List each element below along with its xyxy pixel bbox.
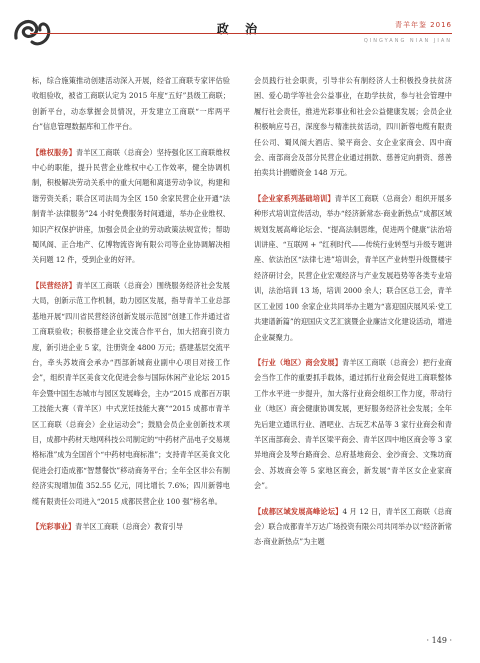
section-heading: 【光彩事业】: [32, 521, 76, 531]
section-heading: 【企业家系列基础培训】: [254, 193, 335, 203]
section-heading: 【成都区域发展高峰论坛】: [254, 506, 343, 516]
section-heading: 【民营经济】: [32, 280, 77, 290]
paragraph-rights-service: 【维权服务】青羊区工商联（总商会）坚持强化区工商联维权中心的职能，提升民营企业维权中心工作效率，健全协调机制，积极解决劳动关系中的重大问题和离退劳动争议，构建和谐劳资关系；联合区司法局为全区 150 余家民营企业开通“法制青羊·法律服务”24 小时免费服务时间通道，举办企业维权、知识产权保护讲座，加强会员企业的劳动政策法规宣传；帮助蜀风阁、正合地产、亿博物流咨询有限公司等企业协调解决相关问题 12 件，受到企业的好评。: [32, 147, 230, 265]
paragraph-private-economy: 【民营经济】青羊区工商联（总商会）围绕服务经济社会发展大局，创新示范工作机制，助力园区发展，指导青羊工业总部基地开展“四川省民营经济创新发展示范园”创建工作并通过省工商联验收；积极搭建企业交流合作平台，加大招商引资力度，新引进企业 5 家，注册资金 4800 万元；搭建基层交流平台，牵头苏坡商会承办“西部新城商业副中心项目对接工作会”，组织青羊区美食文化促进会参与国际休闲产业论坛 2015 年会暨中国生态城市与园区发展峰会，主办“2015 成都百万职工技能大赛（青羊区）中式烹饪技能大赛”“2015 成都市青羊区工商联（总商会）企业运动会”；鼓励会员企业创新技术项目，成都中药材天地网科技公司制定的“中药材产品电子交易规格标准”成为全国首个“中药材电商标准”；支持青羊区美食文化促进会打造成都“智慧餐饮”移动商务平台；全年全区非公有制经济实现增加值 352.55 亿元，同比增长 7.6%；四川新蓉电缆有限责任公司进入“2015 成都民营企业 100 强”榜名单。: [32, 280, 230, 506]
paragraph: 会员践行社会职责，引导非公有制经济人士积极投身扶贫济困、爱心助学等社会公益事业，在助学扶贫，参与社会管理中履行社会责任，推进光彩事业和社会公益健康发展；会员企业积极响应号召，深度参与精准扶贫活动，四川新蓉电缆有限责任公司、蜀风阁大酒店、梁平商会、女企业家商会、四中商会、南部商会及部分民营企业通过捐款、慈善定向捐资、慈善拍卖共计捐赠资金 148 万元。: [254, 76, 452, 178]
yearbook-name: 青羊年鉴 2016: [394, 21, 452, 29]
page-number: · 149 ·: [426, 636, 452, 645]
page-header: [0, 0, 480, 62]
paragraph-guangcai: 【光彩事业】青羊区工商联（总商会）教育引导: [32, 521, 183, 531]
section-heading: 【行业（地区）商会发展】: [254, 357, 343, 367]
paragraph-training: 【企业家系列基础培训】青羊区工商联（总商会）组织开展多种形式培训宣传活动，举办“经济新常态·商业新热点”成都区域规划发展高峰论坛会、“提高法制思维，促进两个健康”法治培训讲座、“互联网 + ”红利时代——传统行业转型与升级专题讲座、依法治区“法律七进”培训会，青羊区产业转型升级暨楼宇经济研讨会，民营企业宏观经济与产业发展趋势等各类专业培训，法治培训 13 场，培训 2000 余人；联合区总工会，青羊区工业园 100 余家企业共同举办主题为“喜迎国庆展风采·党工共建谱新篇”的迎国庆文艺汇演暨企业廉洁文化建设活动，增进企业凝聚力。: [254, 193, 452, 342]
section-heading: 【维权服务】: [32, 147, 77, 157]
section-title: 政 治: [216, 22, 264, 36]
right-column: [254, 73, 452, 550]
header-divider: [30, 33, 452, 34]
yearbook-subtitle: QINGYANG NIAN JIAN: [363, 38, 452, 44]
paragraph: 标，综合施策推动创建活动深入开展，经省工商联专家评估验收组验收，被省工商联认定为 2015 年度“五好”县级工商联；创新平台，动态掌握会员情况，开发建立工商联“一库两平台”信息管理数据库和工作平台。: [32, 76, 230, 132]
paragraph-chambers: 【行业（地区）商会发展】青羊区工商联（总商会）把行业商会当作工作的重要抓手载体，通过抓行业商会促进工商联整体工作水平进一步提升，加大落行业商会组织工作力度，带动行业（地区）商会健康协调发展，更好服务经济社会发展；全年先后建立通讯行业、酒吧业、古玩艺术品等 3 家行业商会和青羊区南部商会、青羊区梁平商会、青羊区四中地区商会等 3 家异地商会及琴台路商会、总府基地商会、金沙商会、文殊坊商会、苏坡商会等 5 家地区商会，新发展“青羊区女企业家商会”。: [254, 357, 452, 491]
left-column: [32, 73, 230, 534]
paragraph-forum: 【成都区域发展高峰论坛】4 月 12 日，青羊区工商联（总商会）联合成都青羊万达广场投资有限公司共同举办以“经济新常态·商业新热点”为主题: [254, 506, 452, 547]
